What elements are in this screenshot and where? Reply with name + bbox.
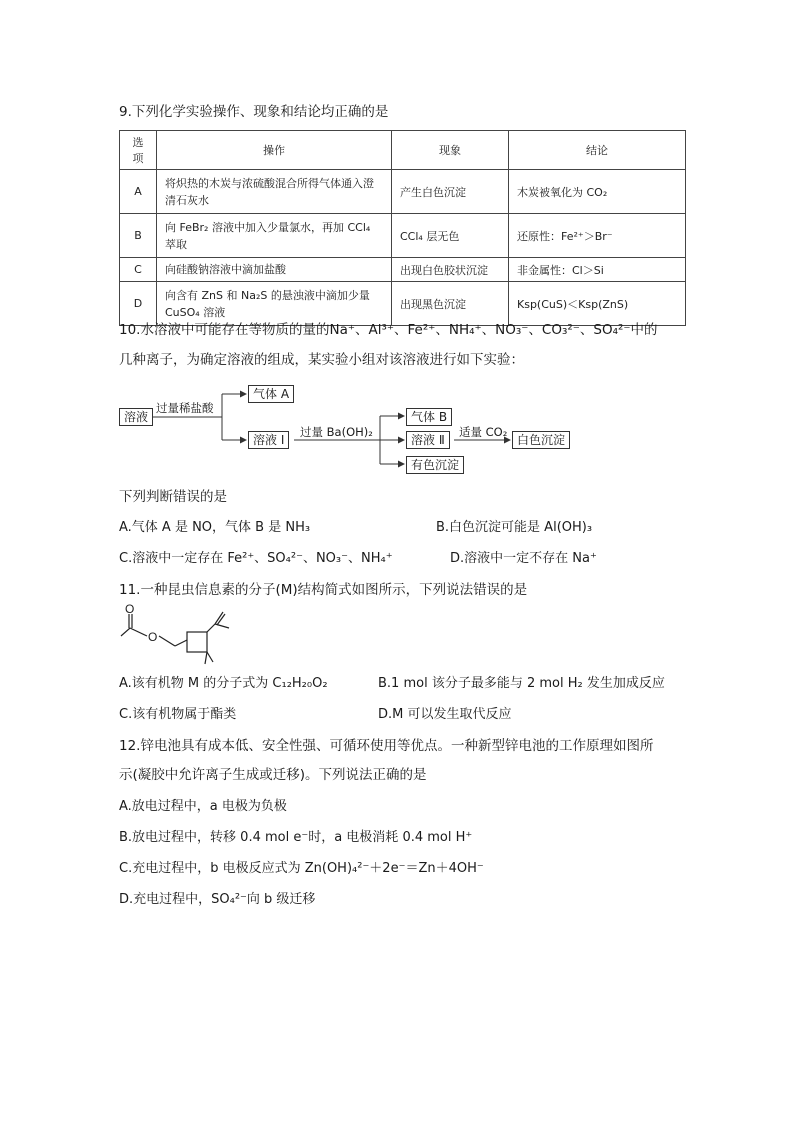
flow-solution-box: 溶液 [119, 408, 153, 426]
flow-white-ppt-box: 白色沉淀 [512, 431, 570, 449]
q10-stem-line1: 10.水溶液中可能存在等物质的量的Na⁺、Al³⁺、Fe²⁺、NH₄⁺、NO₃⁻、CO₃²⁻、SO₄²⁻中的 [119, 322, 658, 338]
row-conclusion: 还原性：Fe²⁺＞Br⁻ [509, 214, 686, 258]
q9-table [119, 130, 686, 326]
table-row [120, 170, 686, 214]
table-row [120, 214, 686, 258]
row-phenomenon: 产生白色沉淀 [392, 170, 509, 214]
row-option: B [120, 214, 157, 258]
row-phenomenon: 出现白色胶状沉淀 [392, 258, 509, 282]
molecule-structure-figure [119, 602, 249, 666]
oxygen-label: O [125, 602, 135, 616]
flow-solution1-box: 溶液 Ⅰ [248, 431, 289, 449]
row-conclusion: Ksp(CuS)＜Ksp(ZnS) [509, 282, 686, 326]
flow-reagent2-label: 过量 Ba(OH)₂ [300, 425, 373, 439]
flow-gasB-box: 气体 B [406, 408, 452, 426]
header-phenomenon: 现象 [392, 131, 509, 170]
q11-option-d: D.M 可以发生取代反应 [378, 707, 512, 722]
q10-stem-line2: 几种离子，为确定溶液的组成，某实验小组对该溶液进行如下实验： [119, 352, 524, 368]
q11-stem: 11.一种昆虫信息素的分子(M)结构简式如图所示，下列说法错误的是 [119, 582, 528, 598]
table-row [120, 282, 686, 326]
q12-option-b: B.放电过程中，转移 0.4 mol e⁻时，a 电极消耗 0.4 mol H⁺ [119, 830, 473, 845]
flow-reagent3-label: 适量 CO₂ [459, 425, 508, 439]
q10-option-a: A.气体 A 是 NO，气体 B 是 NH₃ [119, 520, 311, 535]
q10-option-c: C.溶液中一定存在 Fe²⁺、SO₄²⁻、NO₃⁻、NH₄⁺ [119, 551, 393, 566]
q12-option-c: C.充电过程中，b 电极反应式为 Zn(OH)₄²⁻＋2e⁻＝Zn＋4OH⁻ [119, 861, 484, 876]
q12-option-d: D.充电过程中，SO₄²⁻向 b 级迁移 [119, 892, 316, 907]
header-conclusion: 结论 [509, 131, 686, 170]
row-operation: 将炽热的木炭与浓硫酸混合所得气体通入澄清石灰水 [157, 170, 392, 214]
q11-option-c: C.该有机物属于酯类 [119, 707, 237, 722]
header-operation: 操作 [157, 131, 392, 170]
table-header-row [120, 131, 686, 170]
row-option: D [120, 282, 157, 326]
row-phenomenon: CCl₄ 层无色 [392, 214, 509, 258]
q11-option-b: B.1 mol 该分子最多能与 2 mol H₂ 发生加成反应 [378, 676, 665, 691]
row-option: A [120, 170, 157, 214]
row-operation: 向含有 ZnS 和 Na₂S 的悬浊液中滴加少量 CuSO₄ 溶液 [157, 282, 392, 326]
q12-stem-line1: 12.锌电池具有成本低、安全性强、可循环使用等优点。一种新型锌电池的工作原理如图所 [119, 738, 654, 754]
row-phenomenon: 出现黑色沉淀 [392, 282, 509, 326]
q12-stem-line2: 示(凝胶中允许离子生成或迁移)。下列说法正确的是 [119, 767, 427, 783]
row-operation: 向硅酸钠溶液中滴加盐酸 [157, 258, 392, 282]
row-option: C [120, 258, 157, 282]
flow-gasA-box: 气体 A [248, 385, 294, 403]
row-operation: 向 FeBr₂ 溶液中加入少量氯水，再加 CCl₄ 萃取 [157, 214, 392, 258]
row-conclusion: 非金属性：Cl＞Si [509, 258, 686, 282]
flow-reagent1-label: 过量稀盐酸 [156, 401, 214, 415]
q11-option-a: A.该有机物 M 的分子式为 C₁₂H₂₀O₂ [119, 676, 328, 691]
oxygen-label: O [148, 630, 158, 644]
flow-colored-ppt-box: 有色沉淀 [406, 456, 464, 474]
q10-option-d: D.溶液中一定不存在 Na⁺ [450, 551, 597, 566]
row-conclusion: 木炭被氧化为 CO₂ [509, 170, 686, 214]
table-row [120, 258, 686, 282]
q10-question: 下列判断错误的是 [119, 489, 227, 505]
header-option: 选项 [120, 131, 157, 170]
q12-option-a: A.放电过程中，a 电极为负极 [119, 799, 287, 814]
q9-stem: 9.下列化学实验操作、现象和结论均正确的是 [119, 104, 389, 120]
flow-solution2-box: 溶液 Ⅱ [406, 431, 450, 449]
q10-option-b: B.白色沉淀可能是 Al(OH)₃ [436, 520, 593, 535]
